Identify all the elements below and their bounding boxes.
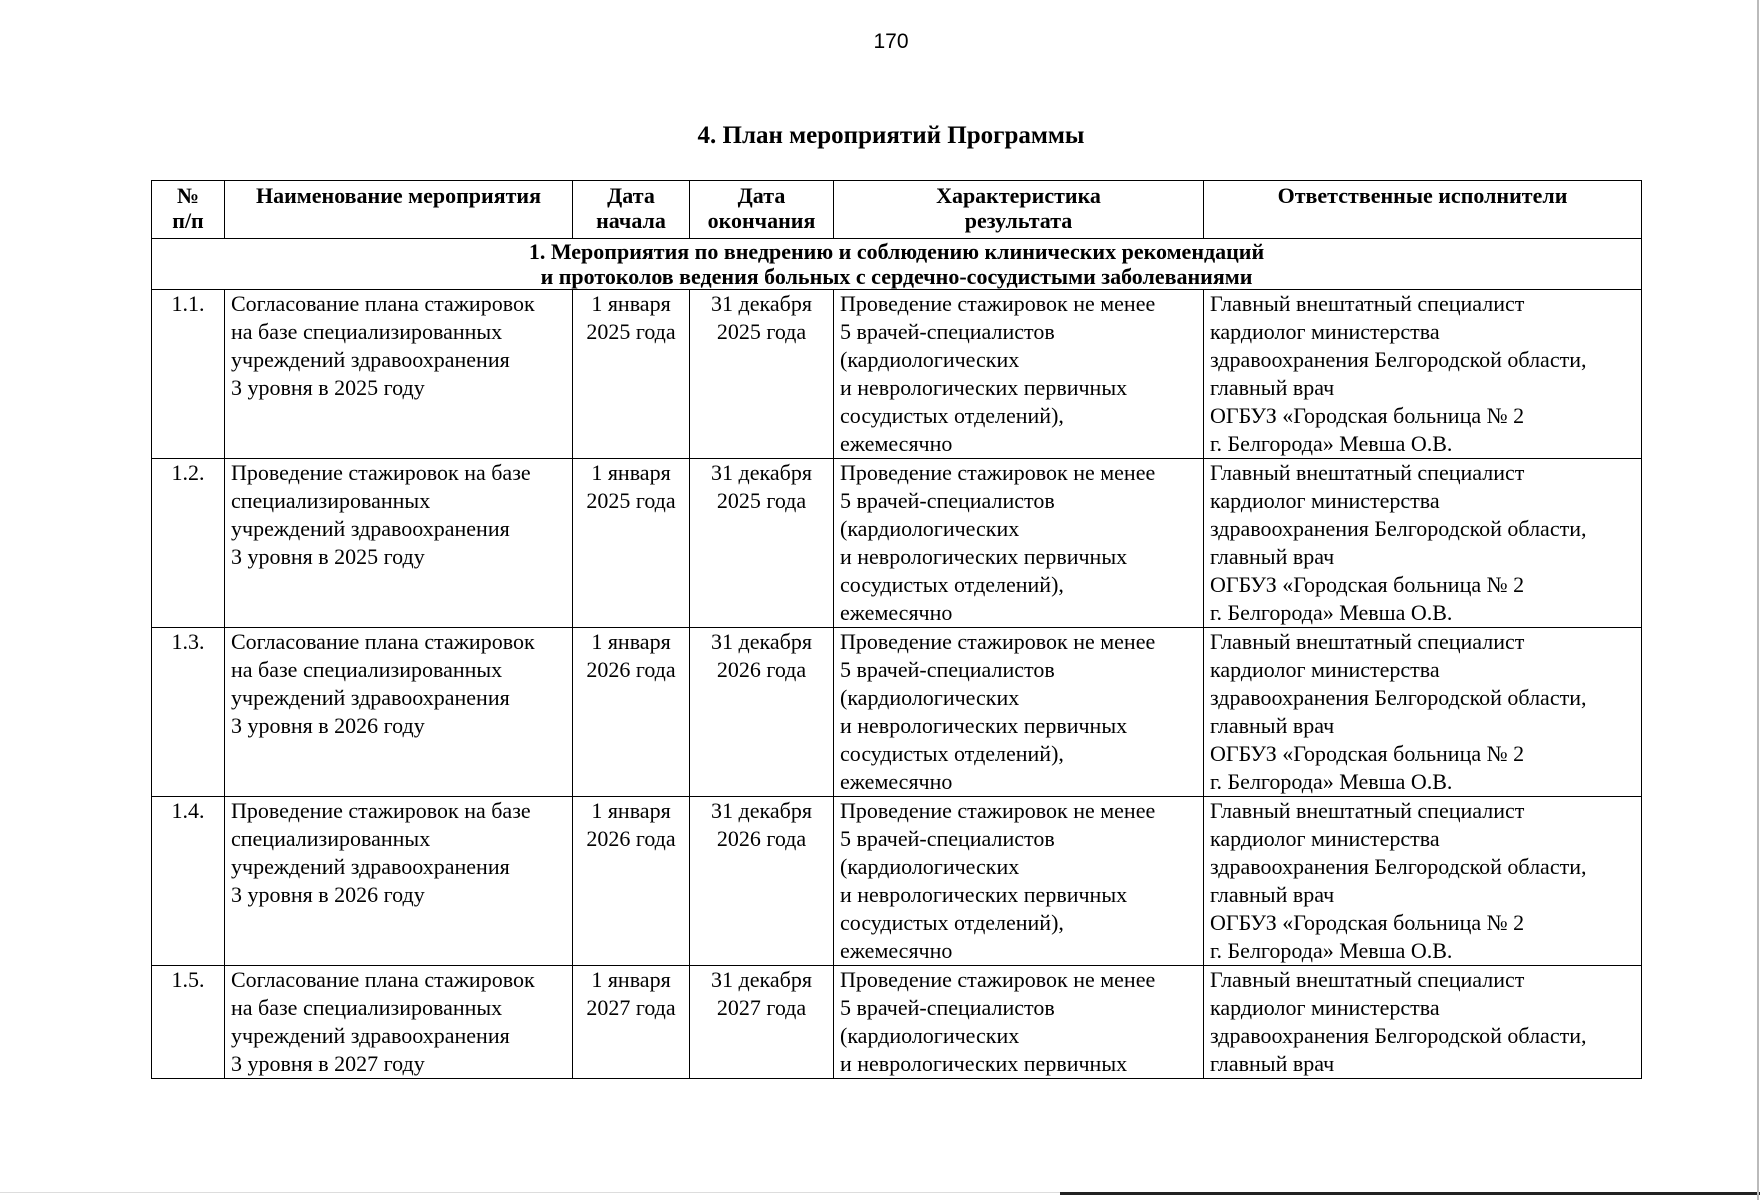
activity-name-line: учреждений здравоохранения	[231, 854, 510, 879]
start-date	[573, 290, 690, 459]
start-date-line: 2025 года	[586, 488, 676, 513]
start-date	[573, 628, 690, 797]
responsible-persons-line: кардиолог министерства	[1210, 826, 1440, 851]
result-description-line: ежемесячно	[840, 938, 953, 963]
header-start-line-2: начала	[596, 208, 666, 233]
responsible-persons-line: ОГБУЗ «Городская больница № 2	[1210, 741, 1525, 766]
header-name: Наименование мероприятия	[225, 181, 573, 239]
activity-name-line: специализированных	[231, 826, 431, 851]
activity-name-line: учреждений здравоохранения	[231, 516, 510, 541]
activity-name	[225, 459, 573, 628]
responsible-persons-line: главный врач	[1210, 544, 1335, 569]
scan-bottom-rule	[1060, 1192, 1760, 1195]
header-result-line-2: результата	[964, 208, 1073, 233]
start-date	[573, 459, 690, 628]
page-title: 4. План мероприятий Программы	[697, 122, 1085, 149]
responsible-persons-line: г. Белгорода» Мевша О.В.	[1210, 600, 1453, 625]
responsible-persons-line: здравоохранения Белгородской области,	[1210, 516, 1587, 541]
responsible-persons-line: кардиолог министерства	[1210, 995, 1440, 1020]
result-description-line: 5 врачей-специалистов	[840, 488, 1055, 513]
end-date-line: 2026 года	[716, 826, 807, 851]
responsible-persons-line: главный врач	[1210, 375, 1335, 400]
activity-name-line: учреждений здравоохранения	[231, 347, 510, 372]
result-description-line: сосудистых отделений),	[840, 741, 1064, 766]
result-description-line: сосудистых отделений),	[840, 910, 1064, 935]
activity-name-line: Проведение стажировок на базе	[231, 798, 531, 823]
end-date-line: 2025 года	[716, 488, 807, 513]
result-description	[834, 966, 1204, 1079]
result-description-line: и неврологических первичных	[840, 375, 1128, 400]
result-description-line: (кардиологических	[840, 516, 1020, 541]
end-date	[690, 797, 834, 966]
activity-name-line: 3 уровня в 2026 году	[231, 713, 425, 738]
end-date-line: 2026 года	[716, 657, 807, 682]
result-description-line: (кардиологических	[840, 854, 1020, 879]
row-number: 1.5.	[152, 966, 225, 1079]
responsible-persons-line: Главный внештатный специалист	[1210, 291, 1525, 316]
activity-name-line: учреждений здравоохранения	[231, 685, 510, 710]
result-description-line: Проведение стажировок не менее	[840, 291, 1156, 316]
start-date-line: 1 января	[591, 291, 671, 316]
header-end	[690, 181, 834, 239]
section-heading-line-1: 1. Мероприятия по внедрению и соблюдению клинических рекомендаций	[528, 239, 1265, 264]
header-responsible: Ответственные исполнители	[1204, 181, 1642, 239]
responsible-persons	[1204, 966, 1642, 1079]
result-description-line: Проведение стажировок не менее	[840, 798, 1156, 823]
row-number: 1.3.	[152, 628, 225, 797]
start-date	[573, 797, 690, 966]
start-date-line: 1 января	[591, 967, 671, 992]
activity-name-line: Согласование плана стажировок	[231, 629, 535, 654]
result-description-line: Проведение стажировок не менее	[840, 460, 1156, 485]
responsible-persons	[1204, 628, 1642, 797]
start-date-line: 2026 года	[586, 657, 676, 682]
end-date-line: 31 декабря	[711, 629, 812, 654]
result-description-line: (кардиологических	[840, 1023, 1020, 1048]
end-date	[690, 290, 834, 459]
result-description-line: сосудистых отделений),	[840, 403, 1064, 428]
table-row	[152, 290, 1642, 459]
activity-name-line: на базе специализированных	[231, 319, 503, 344]
responsible-persons-line: кардиолог министерства	[1210, 657, 1440, 682]
result-description-line: 5 врачей-специалистов	[840, 657, 1055, 682]
responsible-persons-line: здравоохранения Белгородской области,	[1210, 685, 1587, 710]
start-date-line: 1 января	[591, 460, 671, 485]
result-description-line: Проведение стажировок не менее	[840, 629, 1156, 654]
end-date	[690, 966, 834, 1079]
end-date-line: 31 декабря	[711, 967, 812, 992]
start-date-line: 2027 года	[586, 995, 676, 1020]
result-description-line: сосудистых отделений),	[840, 572, 1064, 597]
scan-edge-line	[0, 1192, 1060, 1193]
responsible-persons-line: ОГБУЗ «Городская больница № 2	[1210, 403, 1525, 428]
result-description-line: (кардиологических	[840, 685, 1020, 710]
activity-name	[225, 628, 573, 797]
result-description-line: 5 врачей-специалистов	[840, 995, 1055, 1020]
responsible-persons-line: здравоохранения Белгородской области,	[1210, 1023, 1587, 1048]
plan-table	[151, 180, 1642, 1079]
responsible-persons-line: Главный внештатный специалист	[1210, 967, 1525, 992]
responsible-persons-line: Главный внештатный специалист	[1210, 798, 1525, 823]
table-row	[152, 459, 1642, 628]
result-description-line: ежемесячно	[840, 769, 953, 794]
row-number: 1.1.	[152, 290, 225, 459]
activity-name-line: Согласование плана стажировок	[231, 291, 535, 316]
responsible-persons-line: главный врач	[1210, 713, 1335, 738]
responsible-persons-line: Главный внештатный специалист	[1210, 629, 1525, 654]
activity-name-line: учреждений здравоохранения	[231, 1023, 510, 1048]
end-date-line: 31 декабря	[711, 798, 812, 823]
responsible-persons	[1204, 459, 1642, 628]
start-date-line: 1 января	[591, 798, 671, 823]
result-description	[834, 628, 1204, 797]
responsible-persons-line: г. Белгорода» Мевша О.В.	[1210, 769, 1453, 794]
responsible-persons-line: главный врач	[1210, 882, 1335, 907]
responsible-persons-line: здравоохранения Белгородской области,	[1210, 854, 1587, 879]
end-date	[690, 628, 834, 797]
end-date-line: 31 декабря	[711, 291, 812, 316]
responsible-persons-line: г. Белгорода» Мевша О.В.	[1210, 431, 1453, 456]
end-date-line: 2025 года	[716, 319, 807, 344]
result-description-line: и неврологических первичных	[840, 1051, 1128, 1076]
responsible-persons-line: г. Белгорода» Мевша О.В.	[1210, 938, 1453, 963]
start-date-line: 2025 года	[586, 319, 676, 344]
result-description-line: ежемесячно	[840, 431, 953, 456]
responsible-persons	[1204, 797, 1642, 966]
activity-name	[225, 966, 573, 1079]
result-description-line: и неврологических первичных	[840, 544, 1128, 569]
result-description-line: 5 врачей-специалистов	[840, 319, 1055, 344]
responsible-persons-line: кардиолог министерства	[1210, 319, 1440, 344]
activity-name-line: на базе специализированных	[231, 995, 503, 1020]
activity-name	[225, 797, 573, 966]
result-description-line: и неврологических первичных	[840, 882, 1128, 907]
result-description-line: и неврологических первичных	[840, 713, 1128, 738]
section-row	[152, 239, 1642, 290]
activity-name-line: 3 уровня в 2026 году	[231, 882, 425, 907]
header-result-line-1: Характеристика	[936, 183, 1101, 208]
table-header-row	[152, 181, 1642, 239]
responsible-persons-line: ОГБУЗ «Городская больница № 2	[1210, 572, 1525, 597]
row-number: 1.2.	[152, 459, 225, 628]
start-date-line: 1 января	[591, 629, 671, 654]
row-number: 1.4.	[152, 797, 225, 966]
result-description	[834, 797, 1204, 966]
result-description-line: ежемесячно	[840, 600, 953, 625]
end-date-line: 31 декабря	[711, 460, 812, 485]
header-num-line-2: п/п	[172, 208, 204, 233]
result-description	[834, 459, 1204, 628]
header-num	[152, 181, 225, 239]
start-date-line: 2026 года	[586, 826, 676, 851]
result-description	[834, 290, 1204, 459]
result-description-line: 5 врачей-специалистов	[840, 826, 1055, 851]
header-end-line-1: Дата	[737, 183, 786, 208]
table-row	[152, 966, 1642, 1079]
end-date	[690, 459, 834, 628]
header-start-line-1: Дата	[607, 183, 655, 208]
activity-name	[225, 290, 573, 459]
result-description-line: Проведение стажировок не менее	[840, 967, 1156, 992]
responsible-persons-line: ОГБУЗ «Городская больница № 2	[1210, 910, 1525, 935]
activity-name-line: 3 уровня в 2027 году	[231, 1051, 425, 1076]
header-num-line-1: №	[176, 183, 200, 208]
activity-name-line: 3 уровня в 2025 году	[231, 375, 425, 400]
responsible-persons-line: кардиолог министерства	[1210, 488, 1440, 513]
table-row	[152, 797, 1642, 966]
activity-name-line: специализированных	[231, 488, 431, 513]
activity-name-line: Проведение стажировок на базе	[231, 460, 531, 485]
section-heading-line-2: и протоколов ведения больных с сердечно-сосудистыми заболеваниями	[540, 264, 1253, 289]
activity-name-line: 3 уровня в 2025 году	[231, 544, 425, 569]
header-start	[573, 181, 690, 239]
activity-name-line: Согласование плана стажировок	[231, 967, 535, 992]
responsible-persons-line: главный врач	[1210, 1051, 1335, 1076]
table-row	[152, 628, 1642, 797]
header-end-line-2: окончания	[707, 208, 816, 233]
start-date	[573, 966, 690, 1079]
page-number: 170	[873, 30, 909, 53]
responsible-persons-line: здравоохранения Белгородской области,	[1210, 347, 1587, 372]
section-heading	[152, 239, 1642, 290]
result-description-line: (кардиологических	[840, 347, 1020, 372]
end-date-line: 2027 года	[716, 995, 807, 1020]
activity-name-line: на базе специализированных	[231, 657, 503, 682]
responsible-persons	[1204, 290, 1642, 459]
responsible-persons-line: Главный внештатный специалист	[1210, 460, 1525, 485]
header-result	[834, 181, 1204, 239]
scan-right-edge	[1757, 0, 1759, 1200]
